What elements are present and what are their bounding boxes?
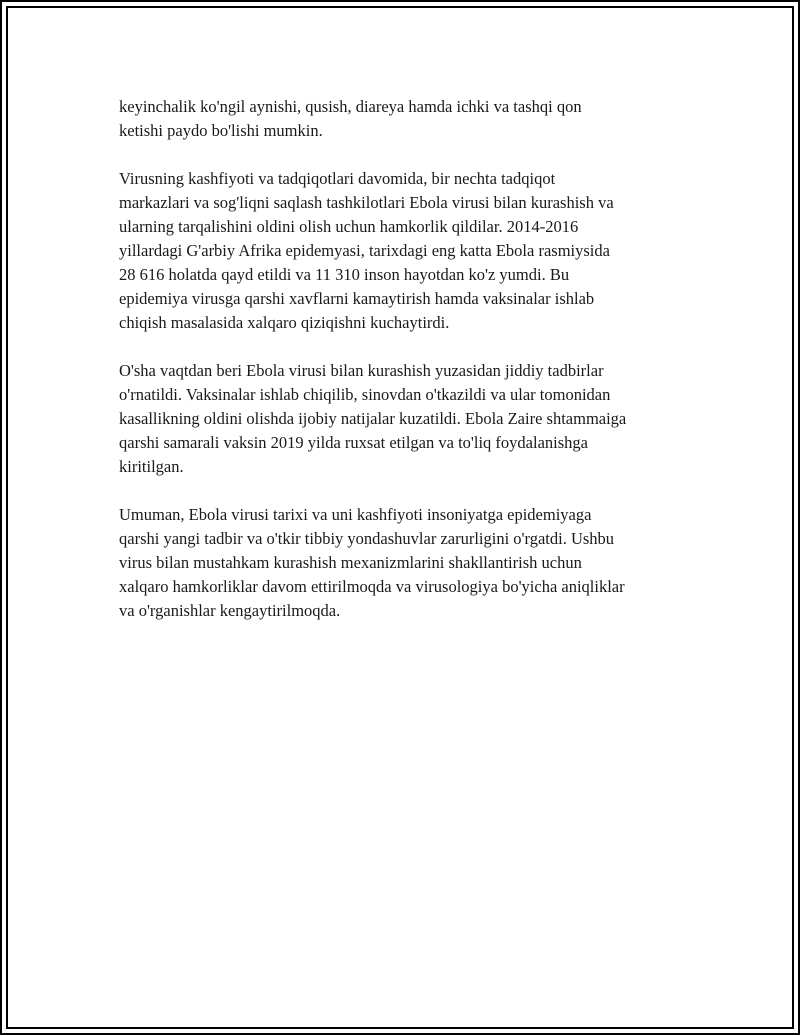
text-line: qarshi samarali vaksin 2019 yilda ruxsat etilgan va to'liq foydalanishga [119, 433, 588, 452]
text-line: o'rnatildi. Vaksinalar ishlab chiqilib, sinovdan o'tkazildi va ular tomonidan [119, 385, 611, 404]
text-line: xalqaro hamkorliklar davom ettirilmoqda va virusologiya bo'yicha aniqliklar [119, 577, 625, 596]
text-line: qarshi yangi tadbir va o'tkir tibbiy yondashuvlar zarurligini o'rgatdi. Ushbu [119, 529, 615, 548]
text-line: markazlari va sog'liqni saqlash tashkilotlari Ebola virusi bilan kurashish va [119, 193, 614, 212]
document-body [119, 95, 699, 647]
paragraph-4 [119, 503, 699, 623]
text-line: Virusning kashfiyoti va tadqiqotlari davomida, bir nechta tadqiqot [119, 169, 556, 188]
text-line: va o'rganishlar kengaytirilmoqda. [119, 601, 341, 620]
paragraph-1 [119, 95, 699, 143]
text-line: chiqish masalasida xalqaro qiziqishni kuchaytirdi. [119, 313, 450, 332]
text-line: kiritilgan. [119, 457, 184, 476]
text-line: Umuman, Ebola virusi tarixi va uni kashfiyoti insoniyatga epidemiyaga [119, 505, 592, 524]
text-line: keyinchalik ko'ngil aynishi, qusish, diareya hamda ichki va tashqi qon [119, 97, 582, 116]
text-line: ketishi paydo bo'lishi mumkin. [119, 121, 323, 140]
text-line: epidemiya virusga qarshi xavflarni kamaytirish hamda vaksinalar ishlab [119, 289, 595, 308]
text-line: virus bilan mustahkam kurashish mexanizmlarini shakllantirish uchun [119, 553, 582, 572]
paragraph-3 [119, 359, 699, 479]
paragraph-2 [119, 167, 699, 335]
text-line: kasallikning oldini olishda ijobiy natijalar kuzatildi. Ebola Zaire shtammaiga [119, 409, 627, 428]
text-line: O'sha vaqtdan beri Ebola virusi bilan kurashish yuzasidan jiddiy tadbirlar [119, 361, 604, 380]
text-line: ularning tarqalishini oldini olish uchun hamkorlik qildilar. 2014-2016 [119, 217, 579, 236]
text-line: 28 616 holatda qayd etildi va 11 310 inson hayotdan ko'z yumdi. Bu [119, 265, 570, 284]
text-line: yillardagi G'arbiy Afrika epidemyasi, tarixdagi eng katta Ebola rasmiysida [119, 241, 610, 260]
